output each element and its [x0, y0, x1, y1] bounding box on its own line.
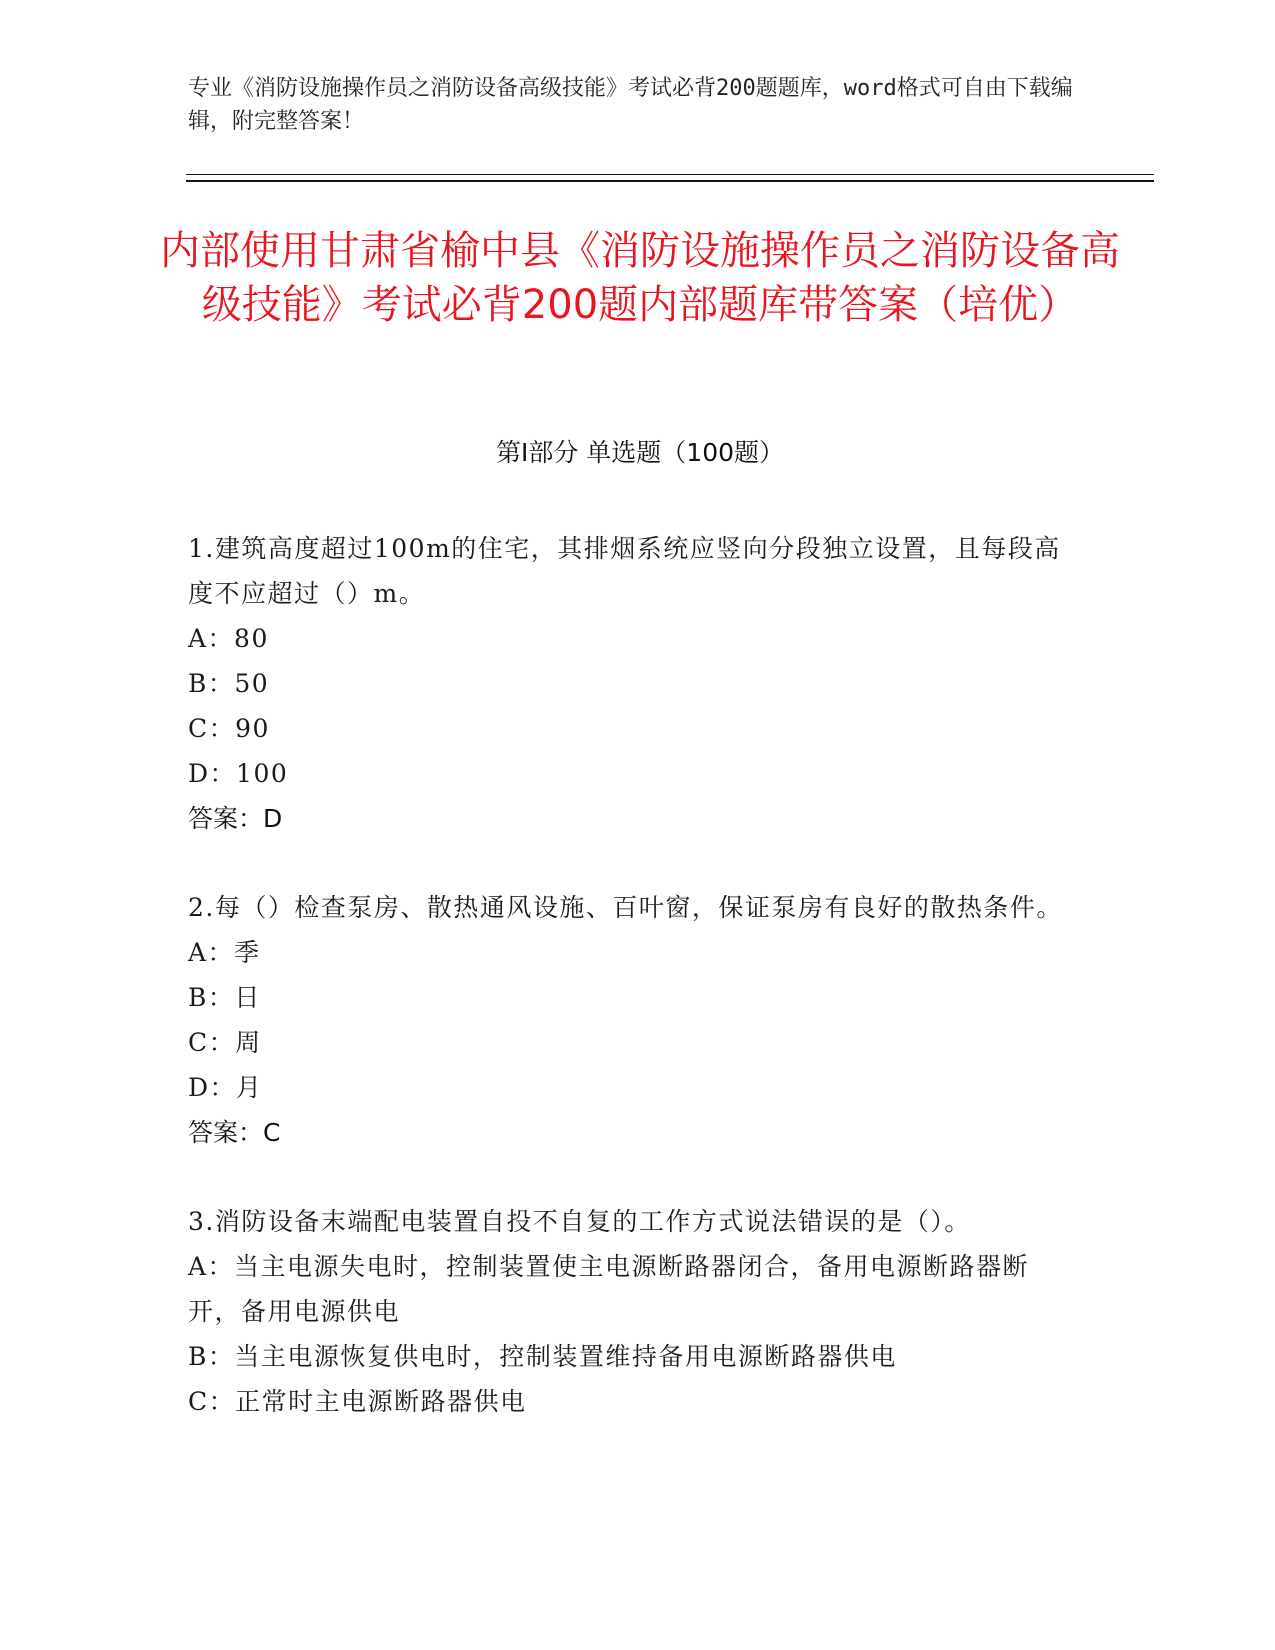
header-divider-thick — [186, 180, 1154, 182]
answer-line: 答案：D — [188, 804, 283, 833]
question-3 — [188, 1199, 1078, 1424]
option-b: B：当主电源恢复供电时，控制装置维持备用电源断路器供电 — [188, 1342, 897, 1371]
question-stem: 3.消防设备末端配电装置自投不自复的工作方式说法错误的是（）。 — [188, 1207, 971, 1236]
question-stem: 2.每（）检查泵房、散热通风设施、百叶窗，保证泵房有良好的散热条件。 — [188, 893, 1063, 922]
question-2 — [188, 885, 1078, 1155]
option-c: C：正常时主电源断路器供电 — [188, 1387, 527, 1416]
header-divider-thin — [186, 174, 1154, 175]
question-stem: 1.建筑高度超过100m的住宅，其排烟系统应竖向分段独立设置，且每段高度不应超过（）m。 — [188, 534, 1061, 608]
question-list — [188, 526, 1078, 1468]
answer-line: 答案：C — [188, 1118, 281, 1147]
option-b: B：日 — [188, 983, 261, 1012]
option-d: D：月 — [188, 1073, 263, 1102]
option-c: C：90 — [188, 714, 270, 743]
option-c: C：周 — [188, 1028, 262, 1057]
option-a: A：当主电源失电时，控制装置使主电源断路器闭合，备用电源断路器断开，备用电源供电 — [188, 1252, 1030, 1326]
section-title: 第Ⅰ部分 单选题（100题） — [495, 438, 785, 467]
option-b: B：50 — [188, 669, 270, 698]
option-a: A：季 — [188, 938, 261, 967]
question-1 — [188, 526, 1078, 841]
header-note: 专业《消防设施操作员之消防设备高级技能》考试必背200题题库，word格式可自由下载编辑，附完整答案！ — [188, 76, 1073, 134]
option-d: D：100 — [188, 759, 289, 788]
option-a: A：80 — [188, 624, 269, 653]
document-title: 内部使用甘肃省榆中县《消防设施操作员之消防设备高级技能》考试必背200题内部题库带答案（培优） — [160, 228, 1120, 328]
